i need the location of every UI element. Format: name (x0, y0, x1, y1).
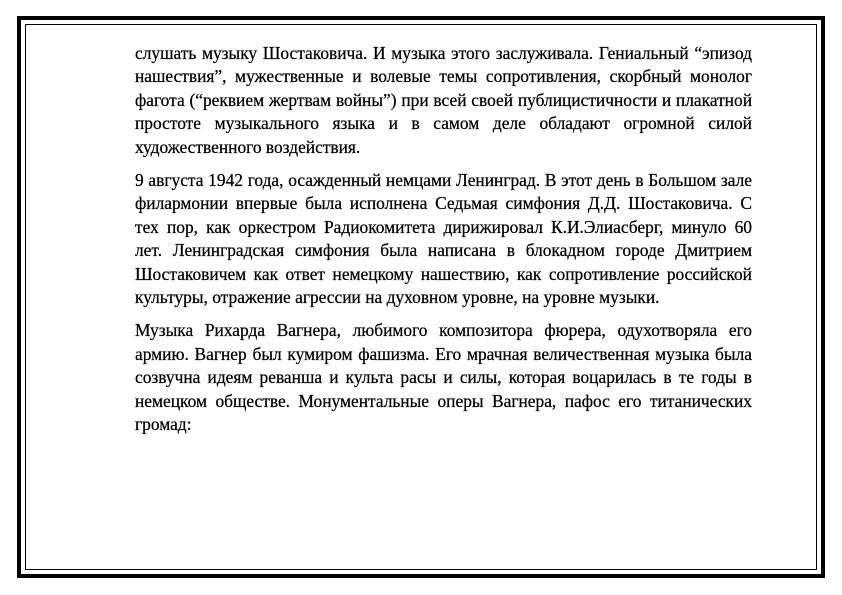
paragraph-leningrad-symphony: 9 августа 1942 года, осажденный немцами Ленинград. В этот день в Большом зале филармонии впервые была исполнена Седьмая симфония Д.Д. Шостаковича. С тех пор, как оркестром Радиокомитета дирижировал К.И.Элиасберг, минуло 60 лет. Ленинградская симфония была написана в блокадном городе Дмитрием Шостаковичем как ответ немецкому нашествию, как сопротивление российской культуры, отражение агрессии на духовном уровне, на уровне музыки. (135, 170, 752, 308)
paragraph-wagner-music: Музыка Рихарда Вагнера, любимого композитора фюрера, одухотворяла его армию. Вагнер был кумиром фашизма. Его мрачная величественная музыка была созвучна идеям реванша и культа расы и силы, которая воцарилась в те годы в немецком обществе. Монументальные оперы Вагнера, пафос его титанических громад: (135, 320, 752, 435)
document-body (135, 42, 752, 447)
paragraph-shostakovich-music: слушать музыку Шостаковича. И музыка этого заслуживала. Гениальный “эпизод нашествия”, мужественные и волевые темы сопротивления, скорбный монолог фагота (“реквием жертвам войны”) при всей своей публицистичности и плакатной простоте музыкального языка и в самом деле обладают огромной силой художественного воздействия. (135, 43, 752, 157)
